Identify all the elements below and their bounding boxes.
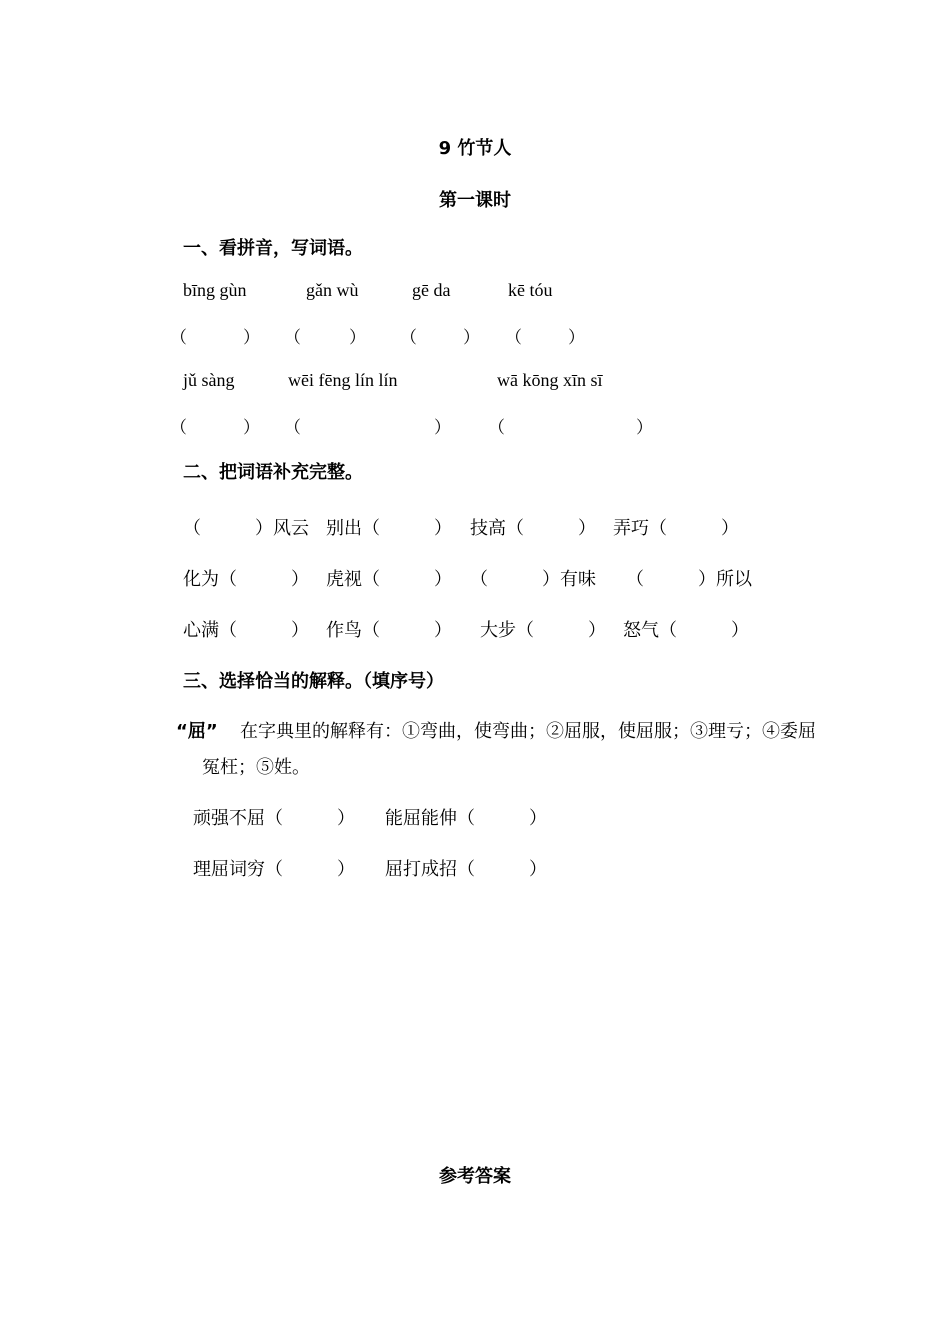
idiom-fill-item: 别出（ ） [326, 518, 452, 539]
idiom-fill-item: 弄巧（ ） [613, 518, 739, 539]
answer-blank-open[interactable]: （ [400, 328, 417, 348]
section2-heading: 二、把词语补充完整。 [183, 462, 363, 483]
lesson-subtitle: 第一课时 [439, 190, 511, 211]
idiom-fill-item: （ ）有味 [470, 569, 596, 590]
section3-heading: 三、选择恰当的解释。（填序号） [183, 671, 444, 692]
idiom-fill-item: 技高（ ） [470, 518, 596, 539]
idiom-fill-item: （ ）风云 [183, 518, 309, 539]
meaning-choice-item: 理屈词穷（ ） [193, 859, 355, 880]
pinyin-item: bīng gùn [183, 280, 247, 300]
answer-blank-open[interactable]: （ [284, 418, 301, 438]
pinyin-item: wā kōng xīn sī [497, 370, 603, 390]
lesson-title: 9 竹节人 [438, 138, 512, 159]
pinyin-item: wēi fēng lín lín [288, 370, 398, 390]
idiom-fill-item: 怒气（ ） [623, 620, 749, 641]
idiom-fill-item: 心满（ ） [183, 620, 309, 641]
section1-heading: 一、看拼音，写词语。 [183, 238, 363, 259]
answer-blank-close[interactable]: ） [434, 418, 451, 438]
pinyin-item: gǎn wù [306, 280, 359, 300]
meaning-choice-item: 顽强不屈（ ） [193, 808, 355, 829]
answer-blank-close[interactable]: ） [243, 328, 260, 348]
meaning-choice-item: 屈打成招（ ） [385, 859, 547, 880]
idiom-fill-item: 大步（ ） [480, 620, 606, 641]
idiom-fill-item: 作鸟（ ） [326, 620, 452, 641]
pinyin-item: gē da [412, 280, 451, 300]
answer-blank-close[interactable]: ） [243, 418, 260, 438]
answer-blank-open[interactable]: （ [170, 418, 187, 438]
answer-blank-open[interactable]: （ [170, 328, 187, 348]
answers-heading: 参考答案 [439, 1166, 511, 1187]
definition-line: 冤枉；⑤姓。 [202, 757, 310, 778]
definition-line: 在字典里的解释有：①弯曲，使弯曲；②屈服，使屈服；③理亏；④委屈 [240, 721, 816, 742]
idiom-fill-item: （ ）所以 [626, 569, 752, 590]
meaning-choice-item: 能屈能伸（ ） [385, 808, 547, 829]
idiom-fill-item: 化为（ ） [183, 569, 309, 590]
quoted-character: “屈” [176, 721, 218, 742]
answer-blank-close[interactable]: ） [636, 418, 653, 438]
answer-blank-close[interactable]: ） [568, 328, 585, 348]
pinyin-item: kē tóu [508, 280, 553, 300]
answer-blank-close[interactable]: ） [463, 328, 480, 348]
answer-blank-open[interactable]: （ [505, 328, 522, 348]
idiom-fill-item: 虎视（ ） [326, 569, 452, 590]
answer-blank-open[interactable]: （ [284, 328, 301, 348]
pinyin-item: jǔ sàng [183, 370, 235, 390]
answer-blank-close[interactable]: ） [349, 328, 366, 348]
answer-blank-open[interactable]: （ [488, 418, 505, 438]
